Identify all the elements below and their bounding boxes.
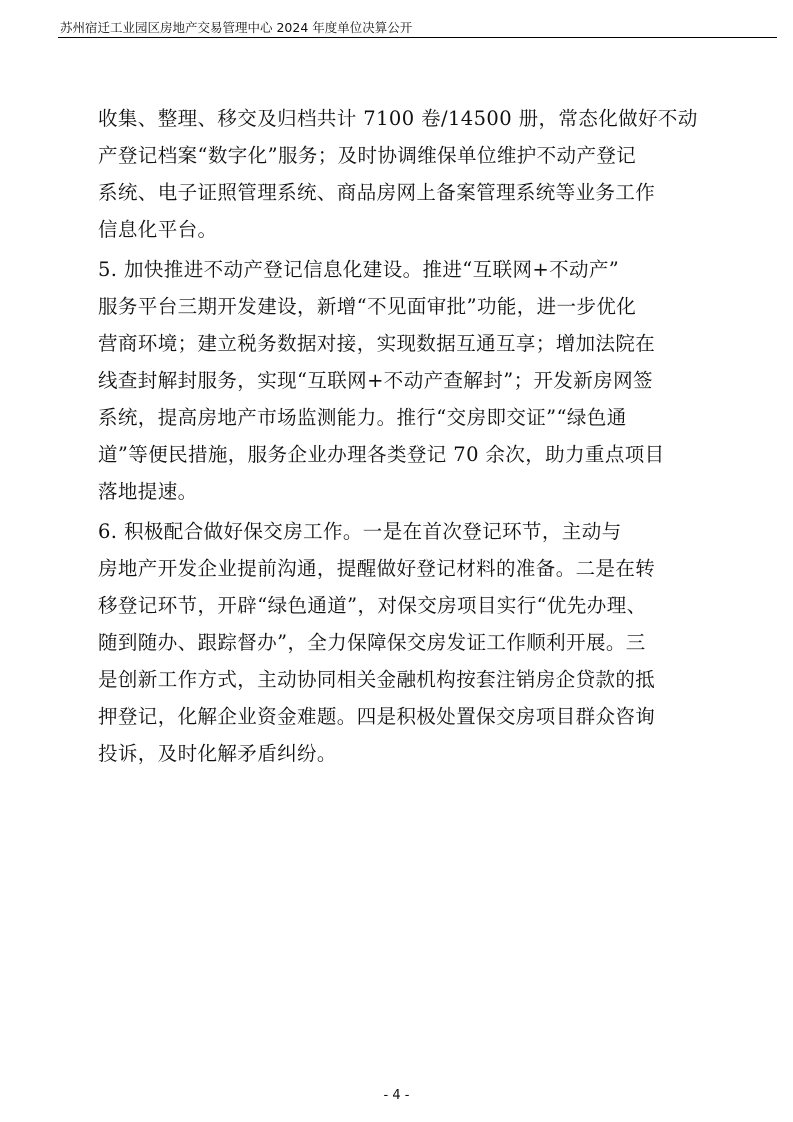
body-line: 线查封解封服务，实现“互联网+不动产查解封”；开发新房网签 — [98, 369, 653, 392]
body-line: 房地产开发企业提前沟通，提醒做好登记材料的准备。二是在转 — [98, 557, 656, 580]
body-line: 随到随办、跟踪督办”，全力保障保交房发证工作顺利开展。三 — [98, 631, 646, 654]
body-line: 是创新工作方式，主动协同相关金融机构按套注销房企贷款的抵 — [98, 668, 656, 691]
header-divider — [58, 37, 777, 38]
body-line: 信息化平台。 — [98, 218, 218, 241]
body-line: 投诉，及时化解矛盾纠纷。 — [98, 742, 337, 765]
body-line: 收集、整理、移交及归档共计 7100 卷/14500 册，常态化做好不动 — [98, 107, 698, 130]
body-line: 移登记环节，开辟“绿色通道”，对保交房项目实行“优先办理、 — [98, 594, 647, 617]
paragraph-6-heading-line: 6. 积极配合做好保交房工作。一是在首次登记环节，主动与 — [98, 520, 622, 543]
body-line: 道”等便民措施，服务企业办理各类登记 70 余次，助力重点项目 — [98, 443, 665, 466]
paragraph-5-heading-line: 5. 加快推进不动产登记信息化建设。推进“互联网+不动产” — [98, 258, 620, 281]
body-line: 系统，提高房地产市场监测能力。推行“交房即交证”“绿色通 — [98, 406, 627, 429]
body-line: 服务平台三期开发建设，新增“不见面审批”功能，进一步优化 — [98, 295, 637, 318]
running-header: 苏州宿迁工业园区房地产交易管理中心 2024 年度单位决算公开 — [60, 20, 413, 35]
body-line: 系统、电子证照管理系统、商品房网上备案管理系统等业务工作 — [98, 181, 656, 204]
body-line: 押登记，化解企业资金难题。四是积极处置保交房项目群众咨询 — [98, 705, 656, 728]
body-line: 落地提速。 — [98, 480, 198, 503]
page-number: - 4 - — [383, 1088, 410, 1103]
body-line: 营商环境；建立税务数据对接，实现数据互通互享；增加法院在 — [98, 332, 656, 355]
document-body — [98, 100, 698, 772]
body-line: 产登记档案“数字化”服务；及时协调维保单位维护不动产登记 — [98, 144, 637, 167]
